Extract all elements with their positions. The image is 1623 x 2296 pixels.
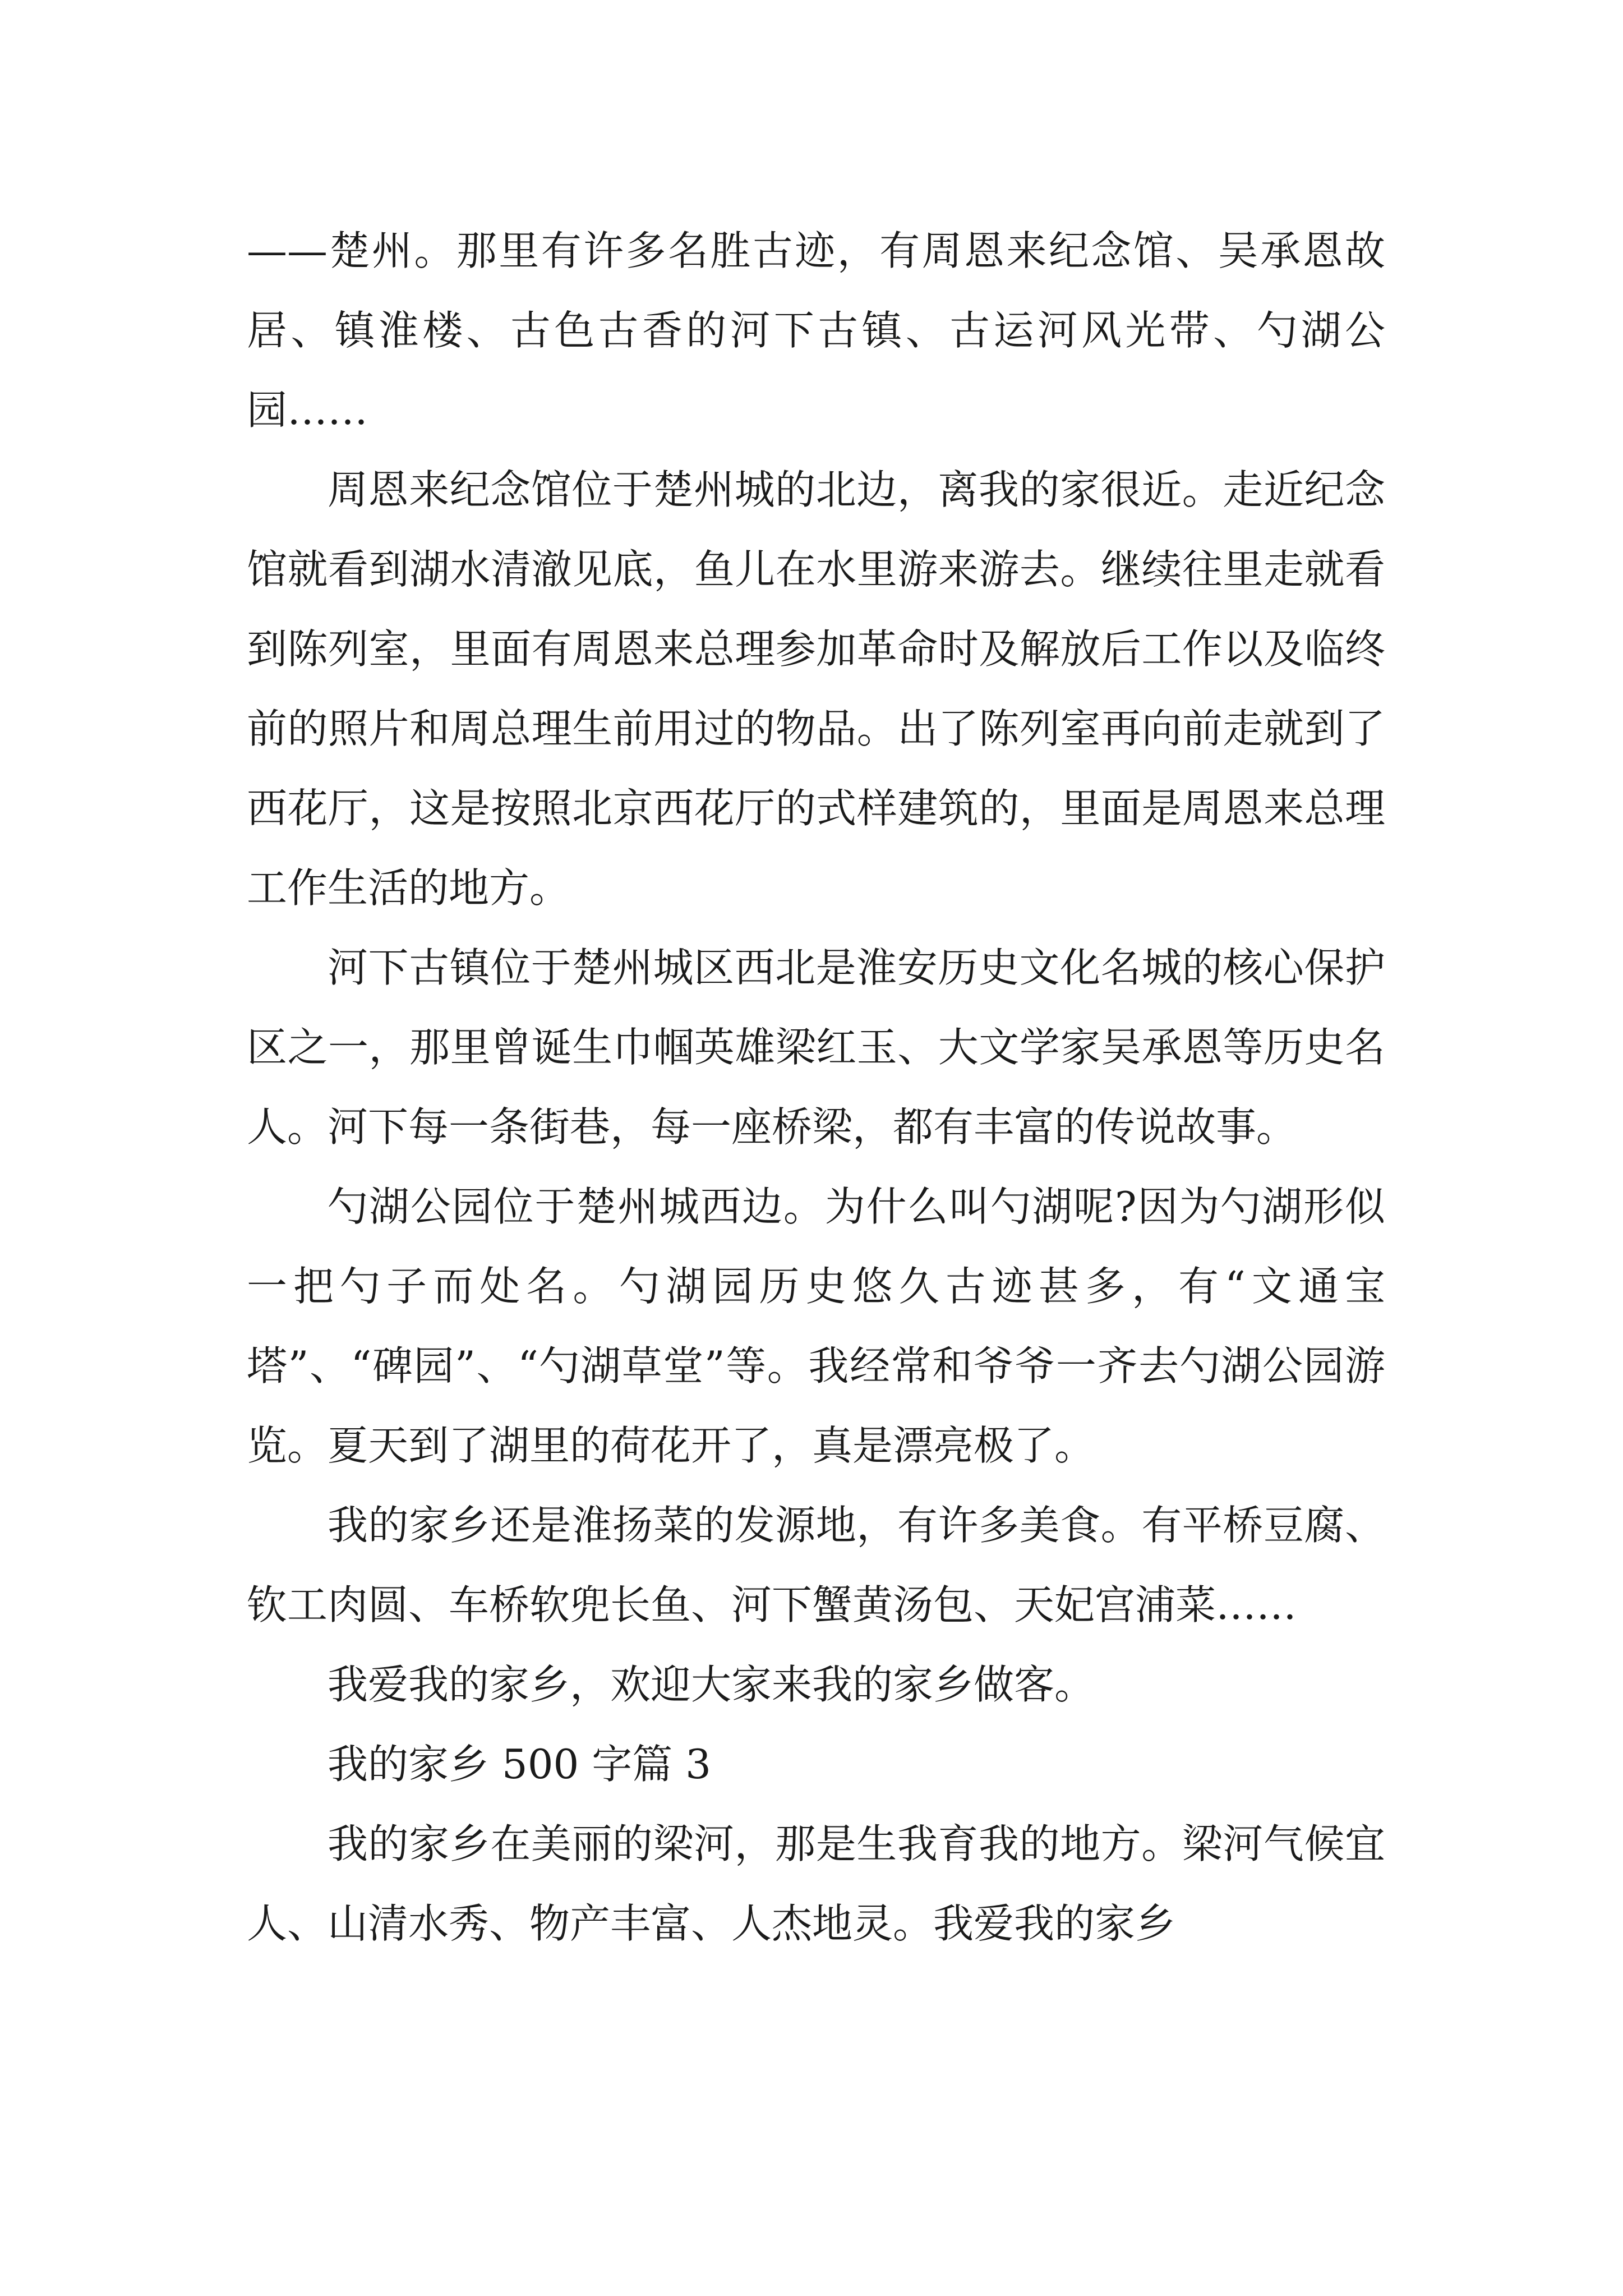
paragraph-local-food: 我的家乡还是淮扬菜的发源地，有许多美食。有平桥豆腐、钦工肉圆、车桥软兜长鱼、河下蟹黄汤包、天妃宫浦菜……	[247, 1502, 1385, 1628]
paragraph-continuation: ——楚州。那里有许多名胜古迹，有周恩来纪念馆、吴承恩故居、镇淮楼、古色古香的河下古镇、古运河风光带、勺湖公园……	[247, 227, 1385, 434]
paragraph-hexia-ancient-town: 河下古镇位于楚州城区西北是淮安历史文化名城的核心保护区之一，那里曾诞生巾帼英雄梁红玉、大文学家吴承恩等历史名人。河下每一条街巷，每一座桥梁，都有丰富的传说故事。	[247, 944, 1385, 1151]
essay-heading: 我的家乡 500 字篇 3	[328, 1741, 711, 1788]
document-body	[247, 211, 1385, 1963]
paragraph-welcome: 我爱我的家乡，欢迎大家来我的家乡做客。	[328, 1661, 1095, 1708]
paragraph-shaohu-park: 勺湖公园位于楚州城西边。为什么叫勺湖呢?因为勺湖形似一把勺子而处名。勺湖园历史悠久古迹甚多，有“文通宝塔”、“碑园”、“勺湖草堂”等。我经常和爷爷一齐去勺湖公园游览。夏天到了湖里的荷花开了，真是漂亮极了。	[247, 1183, 1385, 1469]
paragraph-lianghe: 我的家乡在美丽的梁河，那是生我育我的地方。梁河气候宜人、山清水秀、物产丰富、人杰地灵。我爱我的家乡	[247, 1820, 1385, 1947]
paragraph-zhou-enlai-memorial: 周恩来纪念馆位于楚州城的北边，离我的家很近。走近纪念馆就看到湖水清澈见底，鱼儿在水里游来游去。继续往里走就看到陈列室，里面有周恩来总理参加革命时及解放后工作以及临终前的照片和周总理生前用过的物品。出了陈列室再向前走就到了西花厅，这是按照北京西花厅的式样建筑的，里面是周恩来总理工作生活的地方。	[247, 466, 1385, 912]
